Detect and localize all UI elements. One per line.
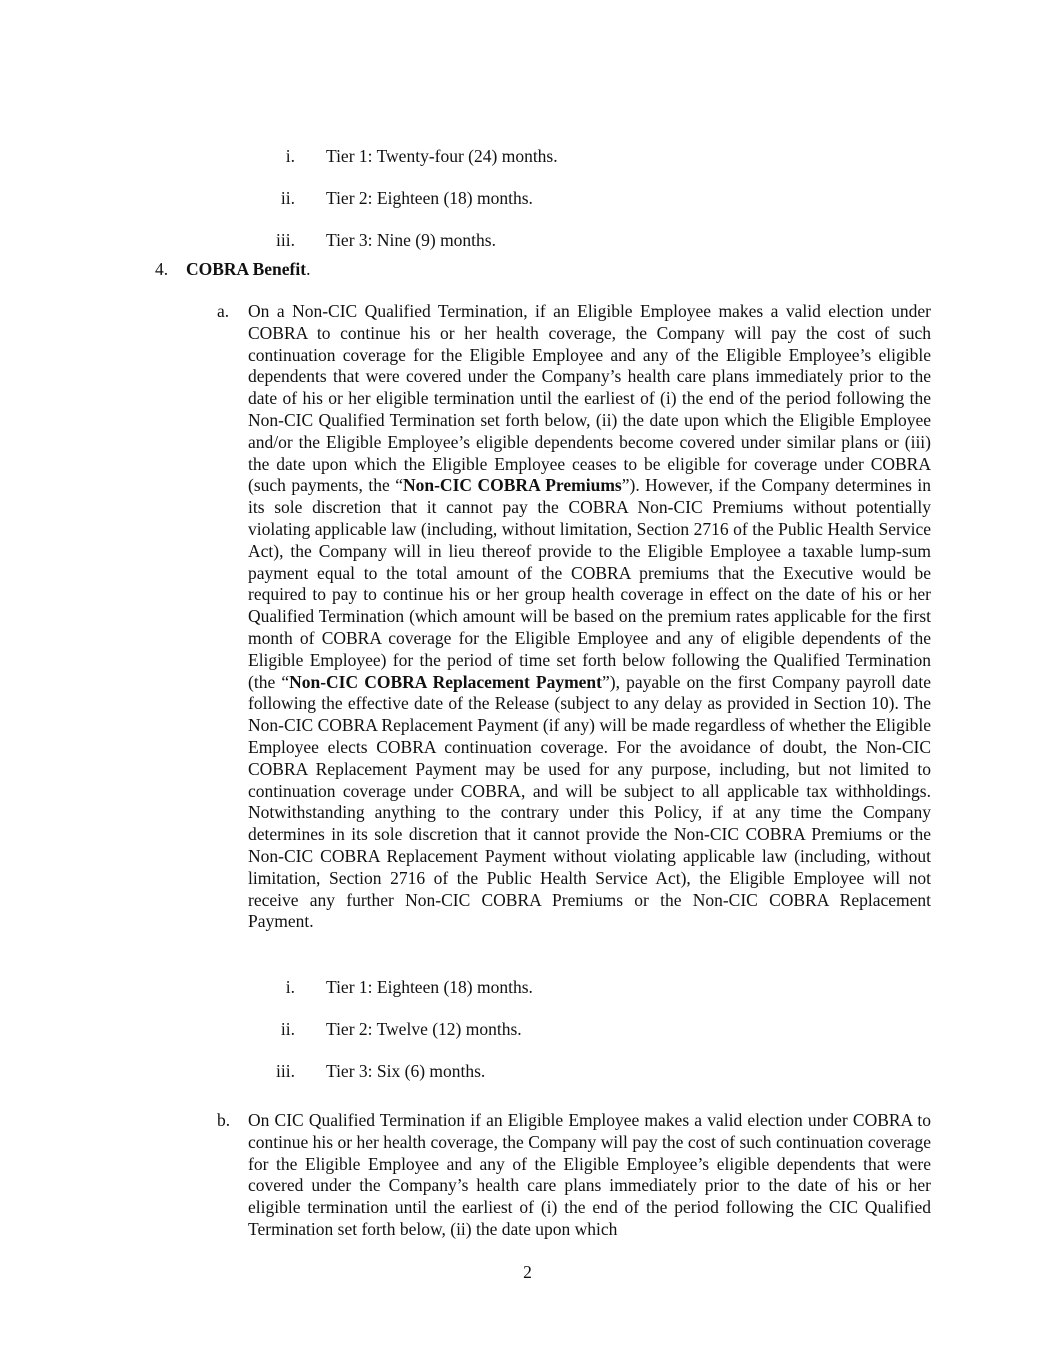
paragraph-text: On a Non-CIC Qualified Termination, if an Eligible Employee makes a valid election under COBRA to continue his or her health coverage, the Company will pay the cost of such continuation coverage for the Eligible Employee and any of the Eligible Employee’s eligible dependents that were covered under the Company’s health care plans immediately prior to the date of his or her eligible termination until the earliest of (i) the end of the period following the Non-CIC Qualified Termination set forth below, (ii) the date upon which the Eligible Employee and/or the Eligible Employee’s eligible dependents become covered under similar plans or (iii) the date upon which the Eligible Employee ceases to be eligible for coverage under COBRA (such payments, the “	[248, 301, 931, 496]
tier-numeral: i.	[285, 977, 295, 997]
tier-numeral: iii.	[276, 230, 295, 250]
section-title-suffix: .	[306, 259, 311, 279]
defined-term: Non-CIC COBRA Replacement Payment	[289, 671, 602, 692]
paragraph-a	[217, 301, 931, 933]
paragraph-b	[217, 1110, 931, 1241]
tier-text: Tier 3: Nine (9) months.	[326, 230, 496, 250]
paragraph-label: b.	[217, 1110, 231, 1130]
tier-numeral: ii.	[280, 1019, 295, 1039]
tier-text: Tier 3: Six (6) months.	[326, 1061, 486, 1081]
section-heading	[155, 258, 310, 280]
paragraph-text: ”). However, if the Company determines in its sole discretion that it cannot pay the COBRA Non-CIC Premiums without potentially violating applicable law (including, without limitation, Section 2716 of the Public Health Service Act), the Company will in lieu thereof provide to the Eligible Employee a taxable lump-sum payment equal to the total amount of the COBRA premiums that the Executive would be required to pay to continue his or her group health coverage in effect on the date of his or her Qualified Termination (which amount will be based on the premium rates applicable for the first month of COBRA coverage for the Eligible Employee and any of eligible dependents of the Eligible Employee) for the period of time set forth below following the Qualified Termination (the “	[248, 475, 931, 692]
paragraph-text: ”), payable on the first Company payroll date following the effective date of the Release (subject to any delay as provided in Section 10). The Non-CIC COBRA Replacement Payment (if any) will be made regardless of whether the Eligible Employee elects COBRA continuation coverage. For the avoidance of doubt, the Non-CIC COBRA Replacement Payment may be used for any purpose, including, but not limited to continuation coverage under COBRA, and will be subject to all applicable tax withholdings. Notwithstanding anything to the contrary under this Policy, if at any time the Company determines in its sole discretion that it cannot provide the Non-CIC COBRA Premiums or the Non-CIC COBRA Replacement Payment without violating applicable law (including, without limitation, Section 2716 of the Public Health Service Act), the Eligible Employee will not receive any further Non-CIC COBRA Premiums or the Non-CIC COBRA Replacement Payment.	[248, 671, 931, 932]
defined-term: Non-CIC COBRA Premiums	[402, 475, 622, 496]
tier-numeral: ii.	[280, 188, 295, 208]
paragraph-label: a.	[217, 301, 230, 321]
section-number: 4.	[155, 259, 169, 279]
tier-text: Tier 1: Eighteen (18) months.	[326, 977, 533, 997]
section-title: COBRA Benefit	[186, 259, 307, 279]
tier-text: Tier 1: Twenty-four (24) months.	[326, 146, 558, 166]
page-number: 2	[523, 1262, 532, 1282]
tier-text: Tier 2: Eighteen (18) months.	[326, 188, 533, 208]
tier-numeral: iii.	[276, 1061, 295, 1081]
tier-numeral: i.	[285, 146, 295, 166]
paragraph-text: On CIC Qualified Termination if an Eligible Employee makes a valid election under COBRA to continue his or her health coverage, the Company will pay the cost of such continuation coverage for the Eligible Employee and any of the Eligible Employee’s eligible dependents that were covered under the Company’s health care plans immediately prior to the date of his or her eligible termination until the earliest of (i) the end of the period following the CIC Qualified Termination set forth below, (ii) the date upon which	[248, 1110, 931, 1239]
tier-text: Tier 2: Twelve (12) months.	[326, 1019, 522, 1039]
